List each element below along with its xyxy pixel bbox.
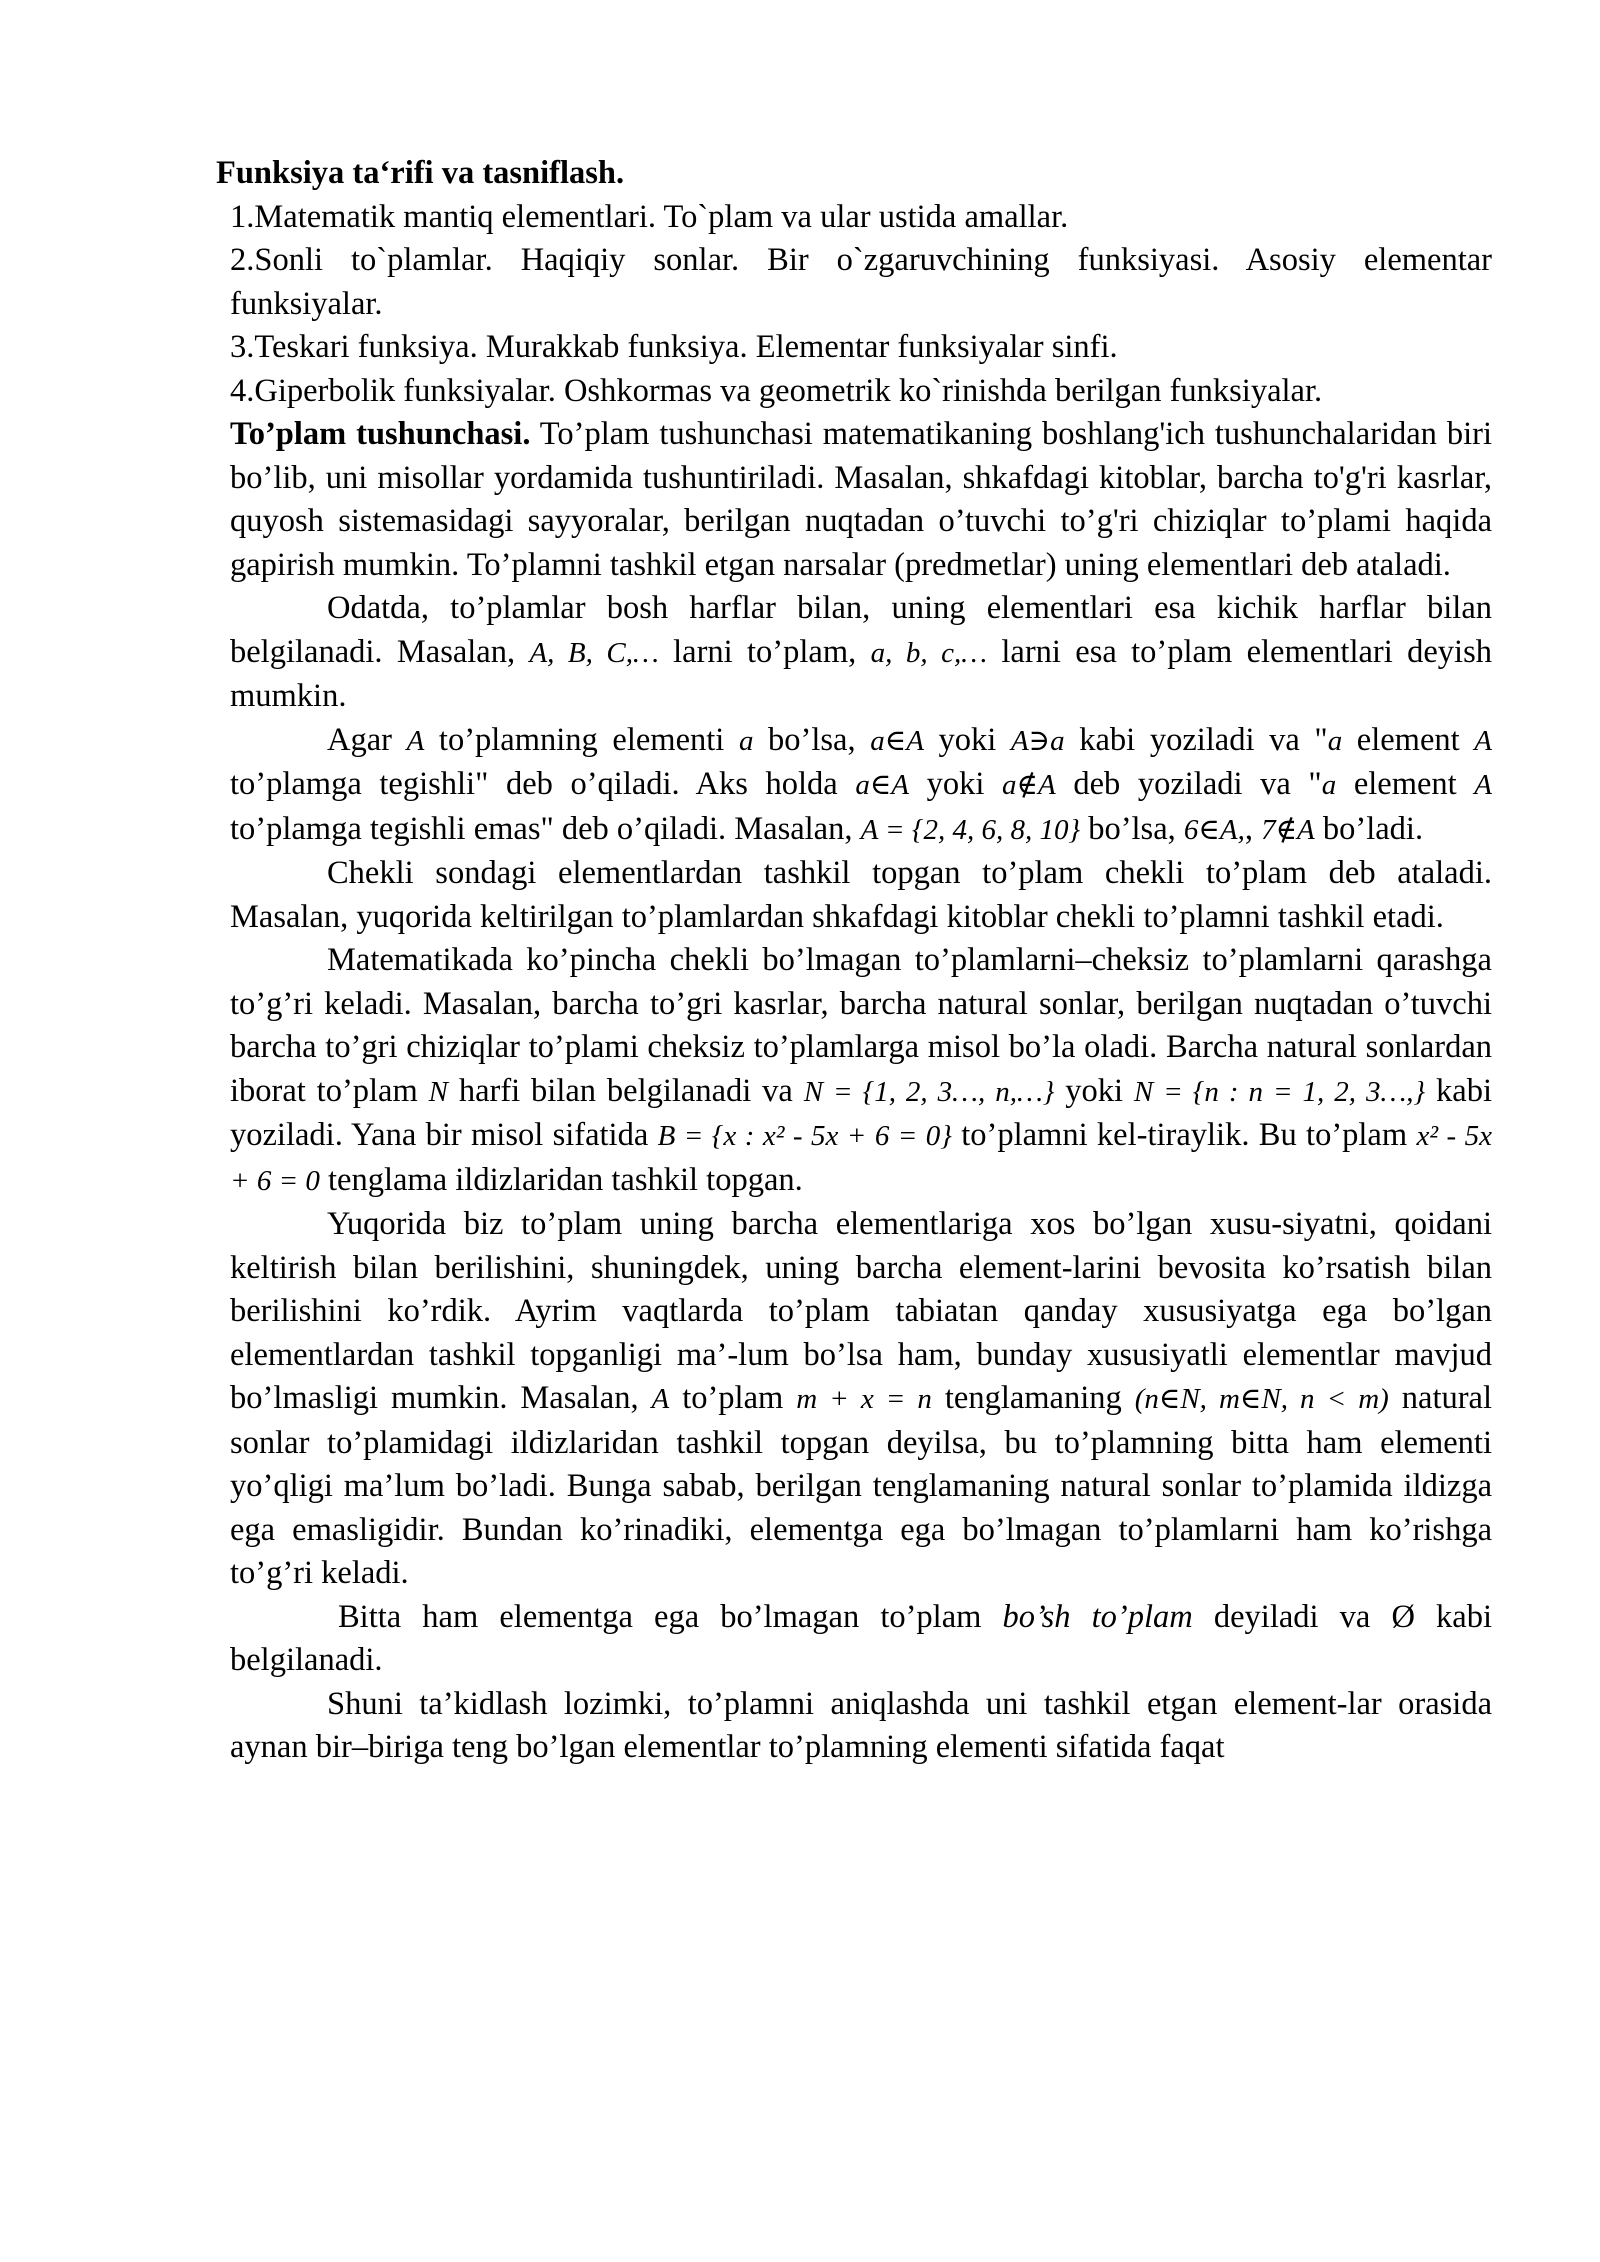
math-formula: a [1321,769,1337,801]
paragraph-membership [230,719,1492,853]
outline-item-3: 3.Teskari funksiya. Murakkab funksiya. Elementar funksiyalar sinfi. [230,329,1118,365]
math-formula: A [1474,724,1493,757]
text-column [216,152,1493,1770]
math-formula: (n∈N, m∈N, n < m) [1134,1383,1389,1415]
paragraph-empty-example [230,1203,1492,1596]
paragraph-infinite-sets [230,939,1492,1203]
math-formula: x² - 5x + 6 = 0 [230,1120,1492,1197]
text-run: , [1244,810,1262,847]
text-run: tenglama ildizlaridan tashkil topgan. [319,1161,803,1198]
text-run: tenglamaning [931,1380,1135,1416]
text-run: deb yoziladi va " [1055,766,1322,802]
text-run: Matematikada ko’pincha chekli bo’lmagan to’plamlarni–cheksiz to’plamlarni qarashga to’g’ri keladi. Masalan, barcha to’gri kasrlar, barcha natural sonlar, berilgan nuqtadan o’tuvchi barcha to’gri chiziqlar to’plami cheksiz to’plamlarga misol bo’la oladi. Barcha natural sonlardan iborat to’plam [230,942,1492,1109]
text-run: larni esa to’plam elementlari deyish mumkin. [230,633,1492,714]
text-run: Yuqorida biz to’plam uning barcha elementlariga xos bo’lgan xusu-siyatni, qoidani keltirish bilan berilishini, shuningdek, uning barcha element-larini bevosita ko’rsatish bilan berilishini ko’rdik. Ayrim vaqtlarda to’plam tabiatan qanday xususiyatga ega bo’lgan elementlardan tashkil topganligi ma’-lum bo’lsa ham, bunday xususiyatli elementlar mavjud bo’lmasligi mumkin. Masalan, [230,1206,1492,1416]
text-run: natural sonlar to’plamidagi ildizlaridan tashkil topgan deyilsa, bu to’plamning bitta ham elementi yo’qligi ma’lum bo’ladi. Bunga sabab, berilgan tenglamaning natural sonlar to’plamida ildizga ega emasligidir. Bundan ko’rinadiki, elementga ega bo’lmagan to’plamlarni ham ko’rishga to’g’ri keladi. [230,1380,1493,1591]
page-title: Funksiya ta‘rifi va tasniflash. [216,155,625,191]
paragraph-text: To’plam tushunchasi matematikaning boshlang'ich tushunchalaridan biri bo’lib, uni misollar yordamida tushuntiriladi. Masalan, shkafdagi kitoblar, barcha to'g'ri kasrlar, quyosh sistemasidagi sayyoralar, berilgan nuqtadan o’tuvchi to’g'ri chiziqlar to’plami haqida gapirish mumkin. To’plamni tashkil etgan narsalar (predmetlar) uning elementlari deb ataladi. [230,416,1492,583]
math-formula: 6∈A, [1183,813,1245,846]
math-formula: B = {x : x² - 5x + 6 = 0} [657,1120,952,1152]
math-formula: a [1327,724,1343,757]
paragraph-finite-sets: Chekli sondagi elementlardan tashkil topgan to’plam chekli to’plam deb ataladi. Masalan, yuqorida keltirilgan to’plamlardan shkafdagi kitoblar chekli to’plamni tashkil etadi. [230,855,1492,935]
text-run: to’plamni kel-tiraylik. Bu to’plam [951,1117,1417,1153]
text-run: bo’ladi. [1314,810,1424,847]
math-formula: N = {n : n = 1, 2, 3…,} [1133,1075,1426,1108]
outline-item-1: 1.Matematik mantiq elementlari. To`plam va ular ustida amallar. [230,198,1069,235]
math-formula: a∈A [870,724,924,757]
text-run: yoki [923,721,1011,758]
text-run: bo’lsa, [1080,810,1184,847]
text-run: Bitta ham elementga ega bo’lmagan to’plam [338,1598,1003,1635]
emphasis-term: bo’sh to’plam [1002,1598,1193,1635]
math-formula: a [738,724,754,757]
math-formula: N = {1, 2, 3…, n,…} [803,1075,1055,1108]
math-formula: N [428,1075,448,1108]
math-formula: A [406,724,425,757]
text-run: yoki [909,766,1003,802]
text-run: yoki [1054,1072,1134,1109]
math-formula: A [651,1383,670,1415]
math-formula: a∉A [1002,769,1056,801]
paragraph-set-concept [230,413,1492,587]
text-run: kabi yoziladi. Yana bir misol sifatida [230,1072,1492,1153]
math-formula: A∋a [1010,724,1065,757]
text-run: element [1342,721,1475,758]
math-formula: A = {2, 4, 6, 8, 10} [860,813,1081,846]
text-run: larni to’plam, [658,633,871,670]
outline-item-4: 4.Giperbolik funksiyalar. Oshkormas va geometrik ko`rinishda berilgan funksiyalar. [230,372,1323,409]
section-heading: To’plam tushunchasi. [230,416,531,452]
paragraph-equal-elements: Shuni ta’kidlash lozimki, to’plamni aniqlashda uni tashkil etgan element-lar orasida aynan bir–biriga teng bo’lgan elementlar to’plamning elementi sifatida faqat [230,1685,1492,1765]
text-run: to’plamga tegishli emas" deb o’qiladi. Masalan, [230,810,861,847]
text-run: element [1336,766,1475,802]
paragraph-empty-set [230,1596,1492,1683]
math-formula: 7∉A [1261,813,1315,846]
text-run: harfi bilan belgilanadi va [447,1072,804,1109]
text-run: Odatda, to’plamlar bosh harflar bilan, uning elementlari esa kichik harflar bilan belgilanadi. Masalan, [230,590,1492,670]
math-formula: A [1474,769,1493,801]
math-formula: A, B, C,… [529,636,659,669]
text-run: to’plamga tegishli" deb o’qiladi. Aks holda [230,766,856,802]
math-formula: a, b, c,… [870,636,987,669]
text-run: to’plamning elementi [424,721,739,758]
math-formula: a∈A [855,769,909,801]
text-run: kabi yoziladi va " [1064,721,1328,758]
paragraph-notation [230,587,1492,719]
math-formula: m + x = n [796,1383,932,1415]
text-run: deyiladi va Ø kabi belgilanadi. [230,1598,1492,1678]
text-run: Agar [327,721,407,758]
text-run: bo’lsa, [753,721,871,758]
text-run: to’plam [669,1380,797,1416]
outline-item-2: 2.Sonli to`plamlar. Haqiqiy sonlar. Bir o`zgaruvchining funksiyasi. Asosiy elementar funksiyalar. [230,242,1492,322]
